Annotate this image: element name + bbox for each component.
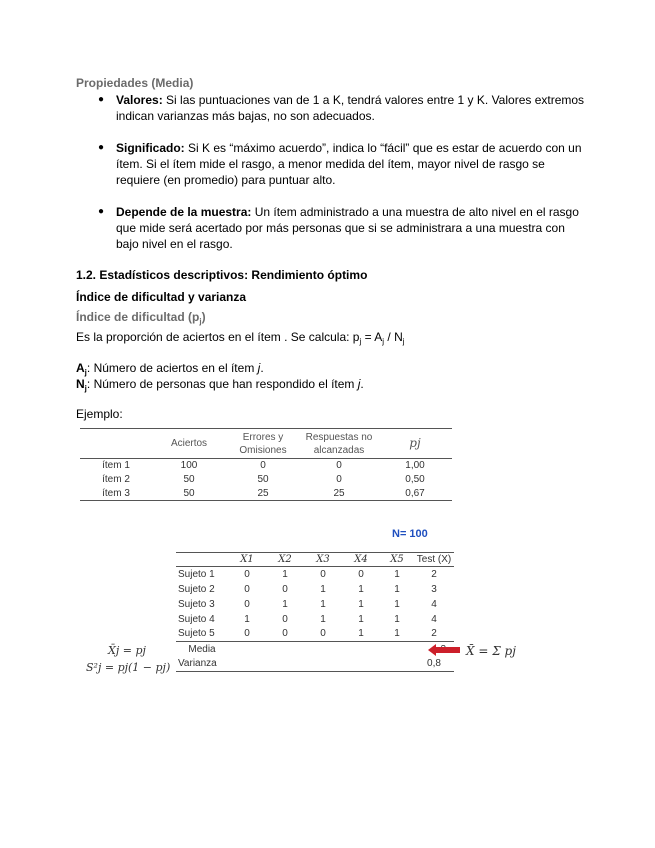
section-subtitle: Índice de dificultad y varianza: [76, 290, 247, 304]
table-cell: 2: [431, 568, 437, 580]
table-header: X3: [316, 554, 330, 565]
table-row: [176, 567, 454, 582]
varianza-label: Varianza: [178, 658, 217, 670]
table-cell: 0,50: [405, 474, 425, 485]
table-header: [80, 429, 152, 459]
table-cell: 50: [183, 487, 195, 499]
table-cell: 0: [336, 460, 342, 472]
table-cell: 1: [394, 628, 400, 640]
section-title: 1.2. Estadísticos descriptivos: Rendimiento óptimo: [76, 268, 368, 282]
table-header: Test (X): [416, 554, 452, 565]
table-header: Errores y Omisiones: [239, 431, 287, 456]
table-cell: 0: [244, 598, 250, 610]
table-header: X1: [240, 554, 254, 565]
properties-heading: Propiedades (Media): [76, 76, 194, 90]
table-cell: 0: [282, 583, 288, 595]
table-cell: 0: [320, 568, 326, 580]
table-row: [176, 657, 454, 672]
table-cell: 100: [180, 460, 198, 472]
table-header-row: [80, 429, 452, 459]
table-cell: 1: [358, 583, 364, 595]
list-item: [76, 204, 586, 252]
bullet-icon: ●: [98, 94, 105, 105]
table-header: X2: [278, 554, 292, 565]
table-cell: 0: [244, 628, 250, 640]
table-cell: 0: [260, 460, 266, 472]
table-cell: Sujeto 3: [178, 598, 215, 610]
table-cell: Sujeto 1: [178, 568, 215, 580]
table-cell: 1: [282, 568, 288, 580]
bullet-icon: ●: [98, 206, 105, 217]
table-header: pj: [409, 436, 421, 450]
table-cell: 0: [282, 628, 288, 640]
table-row: [176, 582, 454, 597]
table-cell: 1: [320, 583, 326, 595]
table-cell: 1,00: [405, 460, 425, 472]
table-header: Respuestas no alcanzadas: [305, 431, 373, 456]
table-cell: 1: [320, 613, 326, 625]
items-table: [80, 428, 452, 501]
sample-size-label: N= 100: [392, 528, 428, 540]
table-row: [176, 612, 454, 627]
table-cell: 1: [358, 628, 364, 640]
table-cell: 0: [244, 583, 250, 595]
table-cell: 1: [282, 598, 288, 610]
table-cell: 4: [431, 598, 437, 610]
varianza-value: 0,8: [427, 658, 441, 670]
table-row: [176, 642, 454, 657]
table-header-row: [176, 553, 454, 567]
test-mean-formula: X̄ = Σ pj: [466, 644, 516, 658]
table-cell: 0: [282, 613, 288, 625]
item-label: Valores:: [116, 93, 163, 107]
table-cell: Sujeto 4: [178, 613, 215, 625]
minor-heading: Índice de dificultad $(p_j)$: [76, 310, 206, 326]
item-label: Significado:: [116, 141, 185, 155]
table-cell: 2: [431, 628, 437, 640]
table-cell: 3: [431, 583, 437, 595]
table-cell: 1: [358, 598, 364, 610]
table-cell: 1: [244, 613, 250, 625]
subjects-table: [176, 552, 454, 672]
table-cell: 0,67: [405, 487, 425, 499]
mean-formula: X̄j = pj: [108, 644, 146, 657]
table-row: [176, 597, 454, 612]
table-header: [176, 553, 228, 567]
table-header: X5: [390, 554, 404, 565]
example-label: Ejemplo:: [76, 407, 123, 421]
table-row: [80, 473, 452, 487]
item-text: Si las puntuaciones van de 1 a K, tendrá valores entre 1 y K. Valores extremos indican varianzas más bajas, no son adecuados.: [116, 93, 585, 123]
table-cell: 0: [336, 474, 342, 485]
table-cell: Sujeto 5: [178, 628, 215, 640]
table-cell: 0: [358, 568, 364, 580]
table-cell: ítem 3: [102, 487, 130, 499]
table-cell: 1: [394, 598, 400, 610]
table-cell: 25: [333, 487, 345, 499]
arrow-left-icon: [426, 643, 462, 657]
definition-a: $A_j$: Número de aciertos en el ítem j.: [76, 361, 264, 377]
table-cell: 4: [431, 613, 437, 625]
table-row: [176, 627, 454, 642]
item-label: Depende de la muestra:: [116, 205, 252, 219]
table-cell: 0: [244, 568, 250, 580]
table-cell: 0: [320, 628, 326, 640]
item-text: Un ítem administrado a una muestra de alto nivel en el rasgo que mide será acertado por más personas que si se administrara a una muestra con bajo nivel en el rasgo.: [116, 205, 579, 251]
media-label: Media: [188, 643, 216, 655]
table-cell: 1: [394, 568, 400, 580]
table-cell: 25: [257, 487, 269, 499]
item-text: Si K es “máximo acuerdo”, indica lo “fácil” que es estar de acuerdo con un ítem. Si el ítem mide el rasgo, a menor medida del ítem, mayor nivel de rasgo se requiere (en promedio) para puntuar alto.: [116, 141, 582, 187]
variance-formula: S²j = pj(1 − pj): [86, 661, 171, 674]
table-cell: 1: [320, 598, 326, 610]
bullet-icon: ●: [98, 142, 105, 153]
list-item: [76, 140, 586, 188]
table-cell: ítem 2: [102, 474, 130, 485]
table-cell: 50: [183, 474, 195, 485]
table-header: Aciertos: [170, 438, 208, 449]
table-cell: 1: [394, 583, 400, 595]
definition-n: $N_j$: Número de personas que han respondido el ítem j.: [76, 377, 364, 393]
table-header: X4: [354, 554, 368, 565]
table-cell: 1: [394, 613, 400, 625]
table-row: [80, 487, 452, 501]
table-cell: 1: [358, 613, 364, 625]
properties-list: [76, 92, 586, 266]
list-item: [76, 92, 586, 124]
table-cell: ítem 1: [102, 460, 130, 472]
definition-text: Es la proporción de aciertos en el ítem . Se calcula: $p_j = A_j / N_j$: [76, 330, 405, 346]
table-cell: Sujeto 2: [178, 583, 215, 595]
table-row: [80, 459, 452, 473]
table-cell: 50: [257, 474, 269, 485]
